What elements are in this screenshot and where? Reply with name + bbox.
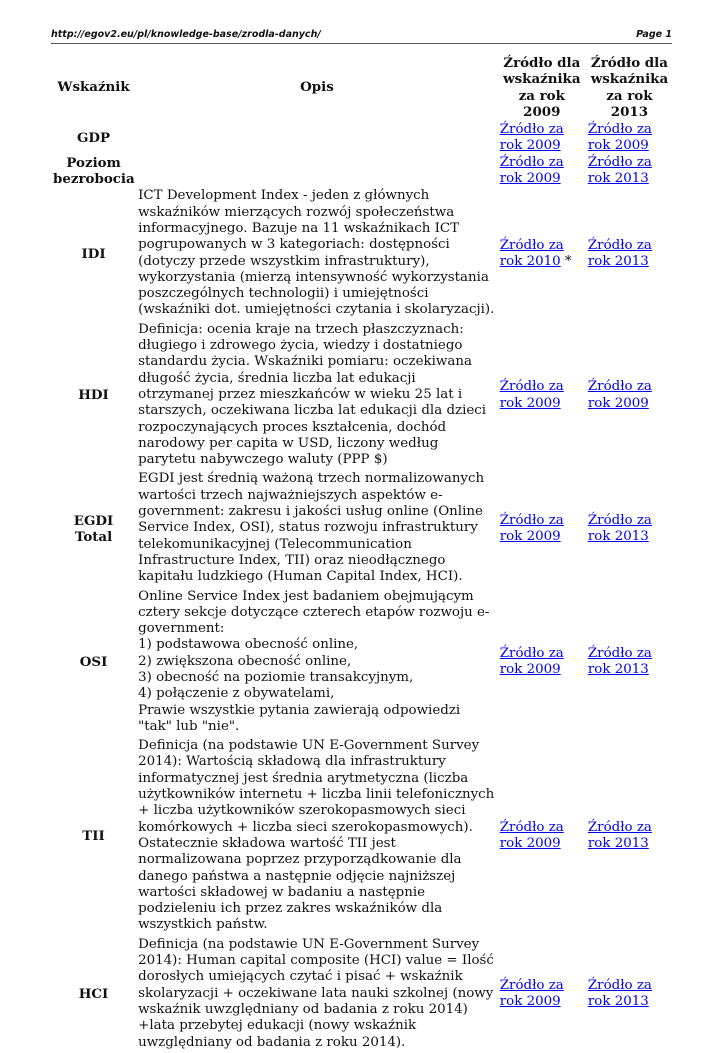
column-header-source-2013: Źródło dla wskaźnika za rok 2013: [590, 55, 669, 120]
source-2013-cell: [586, 122, 673, 155]
indicator-name: IDI: [81, 245, 106, 262]
source-2009-cell: [498, 155, 586, 188]
indicator-name: EGDI Total: [73, 512, 114, 545]
source-2009-cell: [498, 588, 586, 738]
source-2009-link[interactable]: Źródło za rok 2010: [499, 237, 564, 270]
column-header-indicator: Wskaźnik: [57, 79, 130, 96]
column-header-description: Opis: [300, 79, 334, 96]
source-2013-cell: [586, 155, 673, 188]
source-2009-cell: [498, 122, 586, 155]
source-2013-link[interactable]: Źródło za rok 2009: [587, 379, 652, 411]
source-2013-cell: [586, 588, 673, 738]
page-number: Page 1: [636, 29, 672, 40]
indicator-description: EGDI jest średnią ważoną trzech normalizowanych wartości trzech najważniejszych aspektów e-government: zakresu i jakości usług online (Online Service Index, OSI), status rozwoju infrastruktury telekomunikacyjnej (Telecommunication Infrastructure Index, TII) oraz nieodłącznego kapitału ludzkiego (Human Capital Index, HCI).: [138, 471, 485, 585]
source-2009-cell: [498, 470, 586, 587]
table-row: [51, 936, 673, 1053]
source-2013-cell: [586, 936, 673, 1053]
source-2013-cell: [586, 187, 673, 320]
indicator-name: HCI: [78, 986, 109, 1003]
indicator-name: TII: [82, 828, 105, 845]
source-2013-link[interactable]: Źródło za rok 2013: [587, 512, 652, 544]
source-2013-link[interactable]: Źródło za rok 2013: [587, 646, 652, 678]
source-2009-link[interactable]: Źródło za rok 2009: [499, 154, 564, 187]
data-sources-table: [51, 55, 673, 1053]
table-row: [51, 122, 673, 155]
table-row: [51, 321, 673, 471]
source-2009-cell: [498, 737, 586, 936]
indicator-name: HDI: [78, 387, 109, 404]
indicator-description: [136, 122, 498, 155]
table-row: [51, 155, 673, 188]
indicator-description: Definicja (na podstawie UN E-Government Survey 2014): Wartością składową dla infrastruktury informatycznej jest średnia arytmetyczna (liczba użytkowników internetu + liczba linii telefonicznych + liczba użytkowników szerokopasmowych sieci komórkowych + liczba sieci szerokopasmowych). Ostatecznie składowa wartość TII jest normalizowana poprzez przyporządkowanie dla danego państwa a następnie odjęcie najniższej wartości składowej w badaniu a następnie podzieleniu ich przez zakres wskaźników dla wszystkich państw.: [138, 738, 495, 933]
indicator-description: [136, 155, 498, 188]
indicator-description: Definicja: ocenia kraje na trzech płaszczyznach: długiego i zdrowego życia, wiedzy i dostatniego standardu życia. Wskaźniki pomiaru: oczekiwana długość życia, średnia liczba lat edukacji otrzymanej przez mieszkańców w wieku 25 lat i starszych, oczekiwana liczba lat edukacji dla dzieci rozpoczynających proces kształcenia, dochód narodowy per capita w USD, liczony według parytetu nabywczego waluty (PPP $): [138, 321, 487, 468]
source-2009-link[interactable]: Źródło za rok 2009: [499, 379, 564, 411]
source-2009-cell: [498, 936, 586, 1053]
source-2013-cell: [586, 321, 673, 471]
indicator-description: Online Service Index jest badaniem obejmującym cztery sekcje dotyczące czterech etapów rozwoju e-government: 1) podstawowa obecność online, 2) zwiększona obecność online, 3) obecność na poziomie transakcyjnym, 4) połączenie z obywatelami, Prawie wszystkie pytania zawierają odpowiedzi "tak" lub "nie".: [138, 588, 490, 734]
table-row: [51, 588, 673, 738]
indicator-name: OSI: [79, 654, 108, 671]
indicator-description: Definicja (na podstawie UN E-Government Survey 2014): Human capital composite (HCI) value = Ilość dorosłych umiejących czytać i pisać + wskaźnik skolaryzacji + oczekiwane lata nauki szkolnej (nowy wskaźnik uwzględniany od badania z roku 2014) +lata przebytej edukacji (nowy wskaźnik uwzględniany od badania z roku 2014).: [138, 936, 494, 1050]
source-2009-link[interactable]: Źródło za rok 2009: [499, 977, 564, 1010]
source-2013-link[interactable]: Źródło za rok 2013: [587, 820, 652, 852]
source-2009-link[interactable]: Źródło za rok 2009: [499, 122, 564, 154]
page-header: [51, 29, 672, 44]
indicator-description: ICT Development Index - jeden z głównych wskaźników mierzących rozwój społeczeństwa informacyjnego. Bazuje na 11 wskaźnikach ICT pogrupowanych w 3 kategoriach: dostępności (dotyczy przede wszystkim infrastruktury), wykorzystania (mierzą intensywność wykorzystania poszczególnych technologii) i umiejętności (wskaźniki dot. umiejętności czytania i skolaryzacji).: [138, 188, 495, 318]
source-2013-link[interactable]: Źródło za rok 2013: [587, 977, 652, 1010]
source-2013-cell: [586, 737, 673, 936]
column-header-source-2009: Źródło dla wskaźnika za rok 2009: [503, 55, 581, 120]
source-2009-link[interactable]: Źródło za rok 2009: [499, 646, 564, 678]
table-row: [51, 470, 673, 587]
source-2009-cell: [498, 187, 586, 320]
source-2013-link[interactable]: Źródło za rok 2013: [587, 237, 652, 270]
indicator-name: Poziom bezrobocia: [53, 154, 135, 188]
source-2013-link[interactable]: Źródło za rok 2013: [587, 154, 652, 187]
indicator-name: GDP: [76, 130, 111, 147]
footnote-marker: *: [560, 254, 572, 270]
source-2009-cell: [498, 321, 586, 471]
page-url: http://egov2.eu/pl/knowledge-base/zrodla-danych/: [51, 29, 321, 40]
source-2013-cell: [586, 470, 673, 587]
table-row: [51, 187, 673, 320]
source-2009-link[interactable]: Źródło za rok 2009: [499, 512, 564, 544]
source-2009-link[interactable]: Źródło za rok 2009: [499, 820, 564, 852]
source-2013-link[interactable]: Źródło za rok 2009: [587, 122, 652, 154]
table-row: [51, 737, 673, 936]
